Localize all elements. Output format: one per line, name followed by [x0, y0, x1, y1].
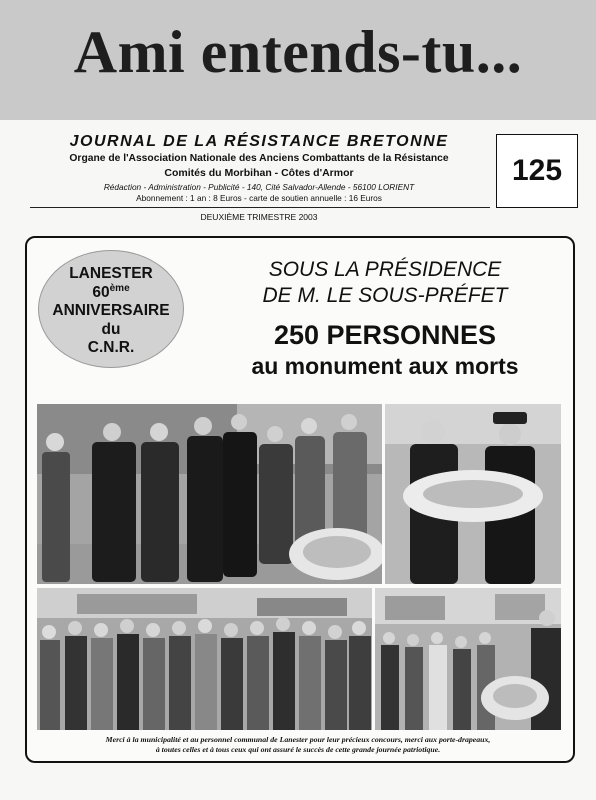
trimestre-label: DEUXIÈME TRIMESTRE 2003 [200, 212, 318, 222]
headline-sous-prefet: DE M. LE SOUS-PRÉFET [262, 284, 508, 307]
masthead-title: Ami entends-tu... [73, 19, 523, 85]
comites-line: Comités du Morbihan - Côtes d'Armor [164, 167, 354, 179]
headline-monument: au monument aux morts [251, 353, 519, 379]
seal-line-anniversaire: ANNIVERSAIRE [52, 302, 170, 320]
seal-line-du: du [101, 320, 121, 338]
photo-wreath-laying [385, 404, 561, 584]
seal-line-lanester: LANESTER [69, 265, 153, 282]
headline-personnes: 250 PERSONNES [273, 320, 497, 350]
abonnement-line: Abonnement : 1 an : 8 Euros - carte de soutien annuelle : 16 Euros [136, 193, 382, 203]
seal-line-cnr: C.N.R. [87, 339, 135, 357]
anniversary-seal [38, 250, 184, 368]
headline-presidence: SOUS LA PRÉSIDENCE [268, 258, 502, 281]
redaction-line: Rédaction - Administration - Publicité - 140, Cité Salvador-Allende - 56100 LORIENT [103, 182, 415, 192]
journal-title: JOURNAL DE LA RÉSISTANCE BRETONNE [69, 133, 449, 150]
caption-line-1: Merci à la municipalité et au personnel communal de Lanester pour leur précieux concours, merci aux porte-drapeaux, [105, 735, 491, 744]
header-divider [30, 207, 490, 208]
photo-caption [40, 735, 556, 755]
photo-officials-group [37, 404, 382, 584]
photo-crowd [37, 588, 372, 730]
issue-number-box [496, 134, 578, 208]
issue-number: 125 [511, 154, 563, 187]
photo-crowd-flowers [375, 588, 561, 730]
caption-line-2: à toutes celles et à tous ceux qui ont assuré le succès de cette grande journée patriotique. [155, 745, 441, 754]
seal-line-anniversary-number: 60ème [92, 282, 130, 301]
organ-line: Organe de l'Association Nationale des Anciens Combattants de la Résistance [69, 153, 449, 164]
masthead-banner [0, 0, 596, 120]
